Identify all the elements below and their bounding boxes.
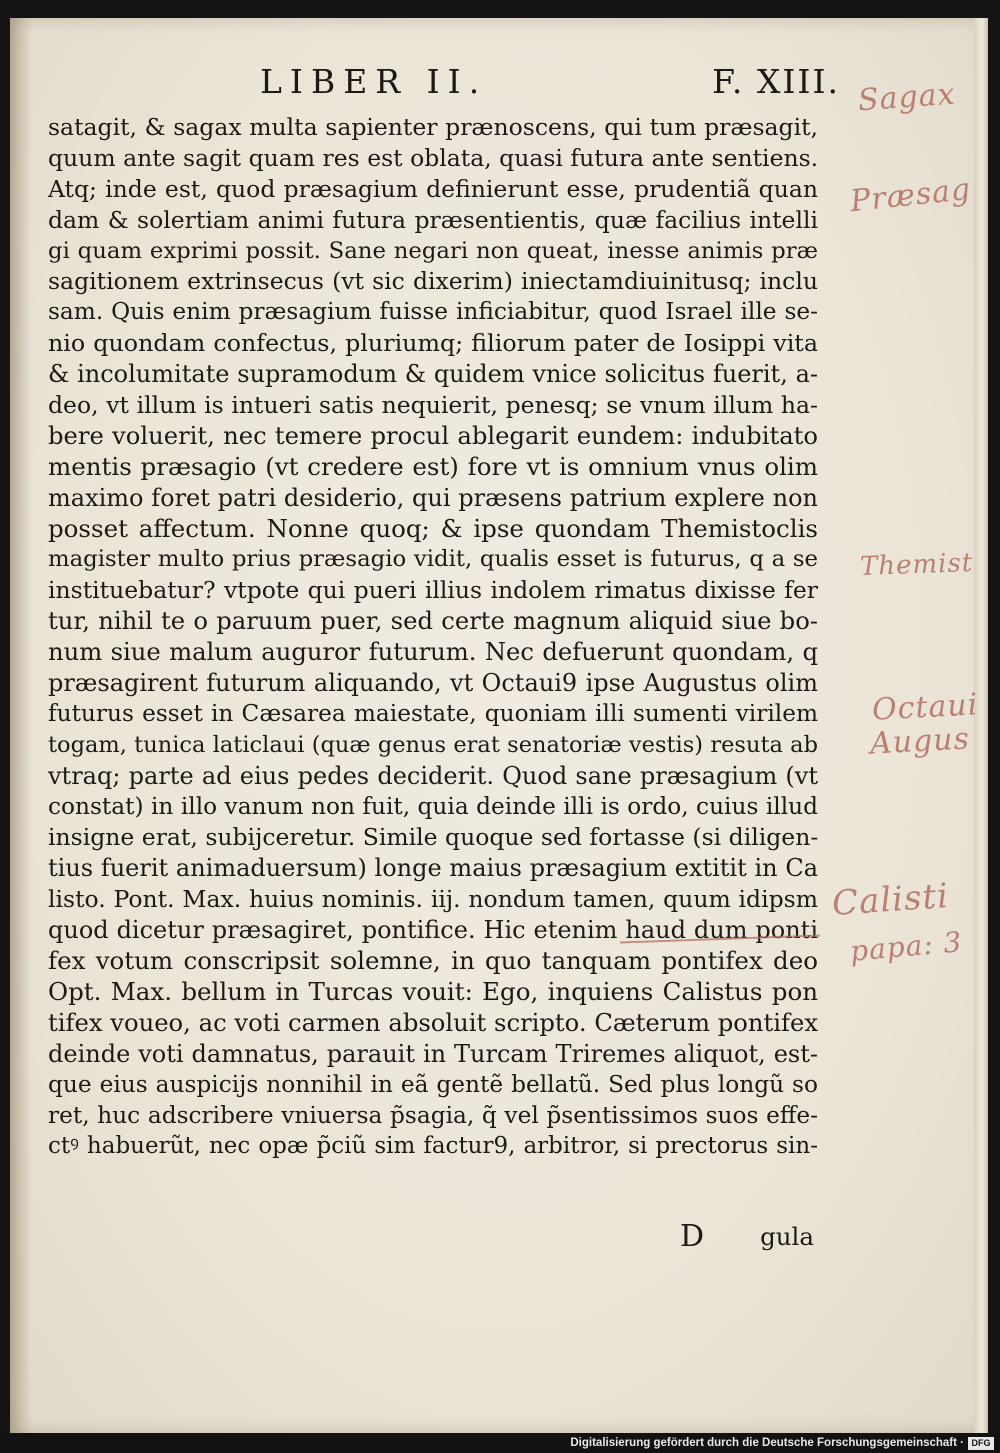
running-header (260, 62, 840, 102)
text-line: ctꝰ habuerũt, nec opæ p̃ciũ sim factur9, arbitror, si prectorus sin- (48, 1133, 818, 1160)
text-line: vtraq; parte ad eius pedes deciderit. Quod sane præsagium (vt (48, 761, 818, 790)
text-line: maximo foret patri desiderio, qui præsens patrium explere non (48, 483, 818, 512)
margin-note: Themist (859, 548, 974, 582)
text-line: magister multo prius præsagio vidit, qualis esset is futurus, q a se (48, 546, 818, 573)
text-line: que eius auspicijs nonnihil in eã gentẽ bellatũ. Sed plus longũ so (48, 1070, 818, 1098)
text-line: listo. Pont. Max. huius nominis. iij. nondum tamen, quum idipsm (48, 885, 818, 914)
text-line: sam. Quis enim præsagium fuisse inficiabitur, quod Israel ille se- (48, 298, 818, 326)
margin-note: Præsag (848, 171, 973, 220)
text-line: & incolumitate supramodum & quidem vnice solicitus fuerit, a- (48, 360, 818, 389)
text-line: Opt. Max. bellum in Turcas vouit: Ego, inquiens Calistus pon (48, 976, 818, 1006)
running-title: LIBER II. (260, 62, 488, 101)
page-edge (974, 18, 988, 1433)
text-line: fex votum conscripsit solemne, in quo tanquam pontifex deo (48, 946, 818, 976)
margin-note: Octaui (871, 687, 980, 728)
text-line: Atq; inde est, quod præsagium definierunt esse, prudentiã quan (48, 174, 818, 203)
text-line: futurus esset in Cæsarea maiestate, quoniam illi sumenti virilem (48, 699, 818, 727)
text-line: tur, nihil te o paruum puer, sed certe magnum aliquid siue bo- (48, 606, 818, 636)
credit-bar (0, 1433, 1000, 1453)
text-line: insigne erat, subijceretur. Simile quoque sed fortasse (si diligen- (48, 823, 819, 852)
margin-note: Sagax (856, 76, 957, 119)
text-line: togam, tunica laticlaui (quæ genus erat senatoriæ vestis) resuta ab (48, 731, 818, 758)
margin-note: papa: 3 (848, 925, 964, 968)
text-line: constat) in illo vanum non fuit, quia deinde illi is ordo, cuius illud (48, 792, 818, 820)
text-line: deinde voti damnatus, parauit in Turcam Triremes aliquot, est- (48, 1039, 818, 1068)
gutter-shadow (10, 18, 32, 1433)
text-line: præsagirent futurum aliquando, vt Octaui9 ipse Augustus olim (48, 669, 818, 698)
text-line: tifex voueo, ac voti carmen absoluit scripto. Cæterum pontifex (48, 1007, 818, 1037)
text-line: bere voluerit, nec temere procul ablegarit eundem: indubitato (48, 420, 818, 450)
main-text-block (48, 112, 818, 1162)
text-line: sagitionem extrinsecus (vt sic dixerim) iniectamdiuinitusq; inclu (48, 267, 818, 296)
text-line: tius fuerit animaduersum) longe maius præsagium extitit in Ca (48, 854, 818, 883)
text-line: instituebatur? vtpote qui pueri illius indolem rimatus dixisse fer (48, 576, 818, 605)
page-footer (48, 1219, 818, 1258)
text-line: ret, huc adscribere vniuersa p̃sagia, q̃ vel p̃sentissimos suos effe- (48, 1101, 818, 1129)
text-line: deo, vt illum is intueri satis nequierit, penesq; se vnum illum ha- (48, 391, 818, 420)
text-line: num siue malum auguror futurum. Nec defuerunt quondam, q (48, 637, 818, 667)
margin-note: Calisti (830, 875, 951, 925)
text-line: posset affectum. Nonne quoq; & ipse quondam Themistoclis (48, 513, 818, 543)
text-line: dam & solertiam animi futura præsentientis, quæ facilius intelli (48, 205, 818, 234)
signature-mark: D (680, 1219, 705, 1254)
text-line: mentis præsagio (vt credere est) fore vt is omnium vnus olim (48, 451, 818, 481)
text-line: satagit, & sagax multa sapienter prænoscens, qui tum præsagit, (48, 113, 818, 141)
catchword: gula (760, 1222, 814, 1251)
text-line: quod dicetur præsagiret, pontifice. Hic etenim haud dum ponti (48, 916, 818, 945)
folio-number: F. XIII. (712, 62, 840, 101)
text-line: quum ante sagit quam res est oblata, quasi futura ante sentiens. (48, 143, 819, 172)
text-line: nio quondam confectus, pluriumq; filiorum pater de Iosippi vita (48, 329, 818, 358)
margin-note: Augus (869, 721, 971, 762)
text-line: gi quam exprimi possit. Sane negari non queat, inesse animis præ (48, 237, 818, 264)
dfg-logo-icon: DFG (968, 1437, 994, 1450)
digitization-credit: Digitalisierung gefördert durch die Deutsche Forschungsgemeinschaft · (570, 1437, 964, 1449)
